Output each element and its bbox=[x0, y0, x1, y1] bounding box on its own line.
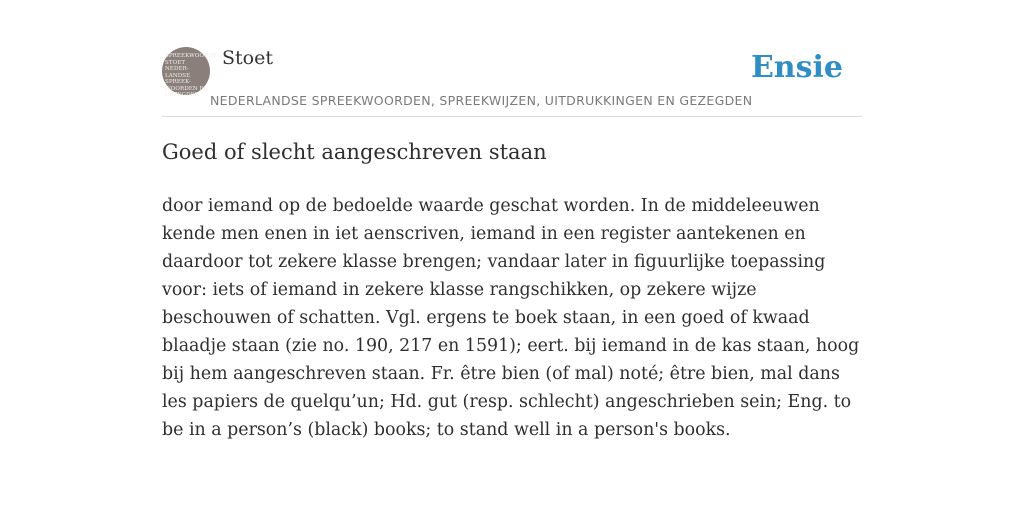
brand-logo-link[interactable]: Ensie bbox=[750, 50, 843, 85]
header bbox=[162, 46, 862, 117]
source-subtitle[interactable]: NEDERLANDSE SPREEKWOORDEN, SPREEKWIJZEN, UITDRUKKINGEN EN GEZEGDEN bbox=[210, 93, 753, 108]
author-name[interactable]: Stoet bbox=[222, 47, 273, 69]
avatar-book-cover-text: SPREEKWOORDEN STOET NEDER- LANDSE SPREEK- WOORDEN EN GEZEGDEN bbox=[165, 53, 222, 98]
entry-title: Goed of slecht aangeschreven staan bbox=[162, 140, 547, 164]
entry-body: door iemand op de bedoelde waarde geschat worden. In de middeleeuwen kende men enen in iet aenscriven, iemand in een register aantekenen en daardoor tot zekere klasse brengen; vandaar later in figuurlijke toepassing voor: iets of iemand in zekere klasse rangschikken, op zekere wijze beschouwen of schatten. Vgl. ergens te boek staan, in een goed of kwaad blaadje staan (zie no. 190, 217 en 1591); eert. bij iemand in de kas staan, hoog bij hem aangeschreven staan. Fr. être bien (of mal) noté; être bien, mal dans les papiers de quelqu’un; Hd. gut (resp. schlecht) angeschrieben sein; Eng. to be in a person’s (black) books; to stand well in a person's books. bbox=[162, 196, 860, 440]
avatar[interactable] bbox=[162, 47, 222, 98]
